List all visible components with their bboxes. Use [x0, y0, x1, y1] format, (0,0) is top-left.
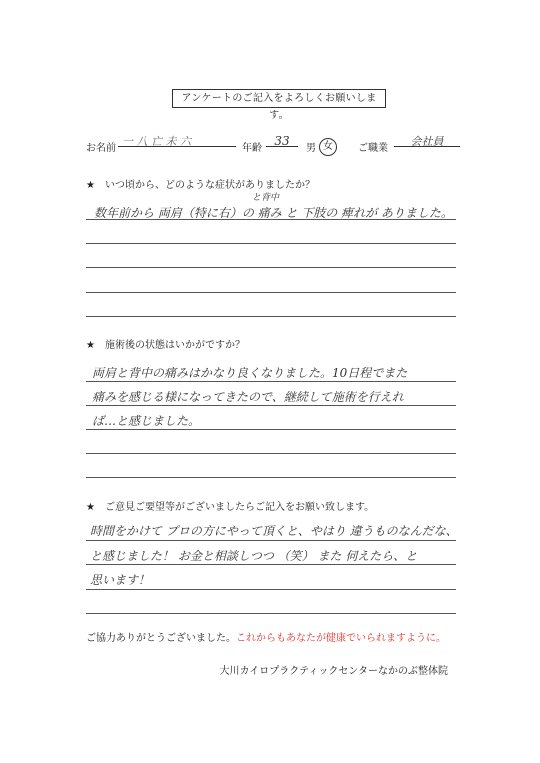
clinic-name: 大川カイロプラクティックセンターなかのぶ整体院: [219, 666, 448, 677]
footer-message: [86, 629, 446, 644]
answer-rule: [86, 316, 456, 317]
answer-rule: [86, 292, 456, 293]
gender-female-selected: [319, 134, 337, 156]
answer-rule: [86, 267, 456, 268]
answer-rule: [86, 243, 456, 244]
answer-3-line-2: と感じました！ お金と相談しつつ （笑） また 伺えたら、と: [90, 549, 418, 563]
answer-2-line-1: 両肩と背中の痛みはかなり良くなりました。10日程でまた: [92, 366, 408, 380]
age-field: [266, 130, 298, 147]
answer-rule: [86, 219, 456, 220]
occupation-field: [394, 130, 460, 147]
question-2-label: 施術後の状態はいかがですか？: [104, 340, 245, 351]
star-icon: ★: [86, 180, 95, 191]
star-icon: ★: [86, 502, 95, 513]
answer-2-line-3: ば…と感じました。: [92, 414, 201, 428]
thanks-text: ご協力ありがとうございました。: [86, 633, 236, 644]
name-label: お名前: [86, 143, 116, 154]
answer-rule: [86, 381, 456, 382]
answer-rule: [86, 453, 456, 454]
answer-1-line-1: 数年前から 両肩（特に右）の 痛み と 下肢の 痺れが ありました。: [94, 206, 453, 220]
answer-3-line-3: 思います！: [90, 573, 151, 587]
gender-male: 男: [306, 143, 316, 154]
question-2: [86, 336, 245, 351]
survey-title: アンケートのご記入をよろしくお願いします。: [172, 89, 386, 108]
age-value: 33: [274, 134, 290, 148]
answer-rule: [86, 540, 456, 541]
answer-rule: [86, 589, 456, 590]
occupation-label: ご職業: [358, 143, 388, 154]
name-field: [118, 130, 236, 147]
answer-rule: [86, 429, 456, 430]
answer-3-line-1: 時間をかけて プロの方にやって頂くと、やはり 違うものなんだな、: [90, 524, 458, 538]
question-3-label: ご意見ご要望等がございましたらご記入をお願い致します。: [104, 502, 375, 513]
answer-rule: [86, 564, 456, 565]
answer-2-line-2: 痛みを感じる様になってきたので、継続して施術を行えれ: [92, 390, 404, 404]
answer-rule: [86, 477, 456, 478]
answer-1-insert: と背中: [252, 193, 280, 203]
answer-rule: [86, 613, 456, 614]
question-1-label: いつ頃から、どのような症状がありましたか？: [104, 180, 315, 191]
question-1: [86, 176, 315, 191]
question-3: [86, 498, 374, 513]
health-wish-text: これからもあなたが健康でいられますように。: [236, 633, 446, 644]
occupation-value: 会社員: [410, 135, 444, 148]
gender-female: 女: [319, 138, 337, 156]
age-label: 年齢: [242, 143, 262, 154]
name-value: 一 八 亡 未 六: [122, 135, 191, 148]
answer-rule: [86, 405, 456, 406]
star-icon: ★: [86, 340, 95, 351]
